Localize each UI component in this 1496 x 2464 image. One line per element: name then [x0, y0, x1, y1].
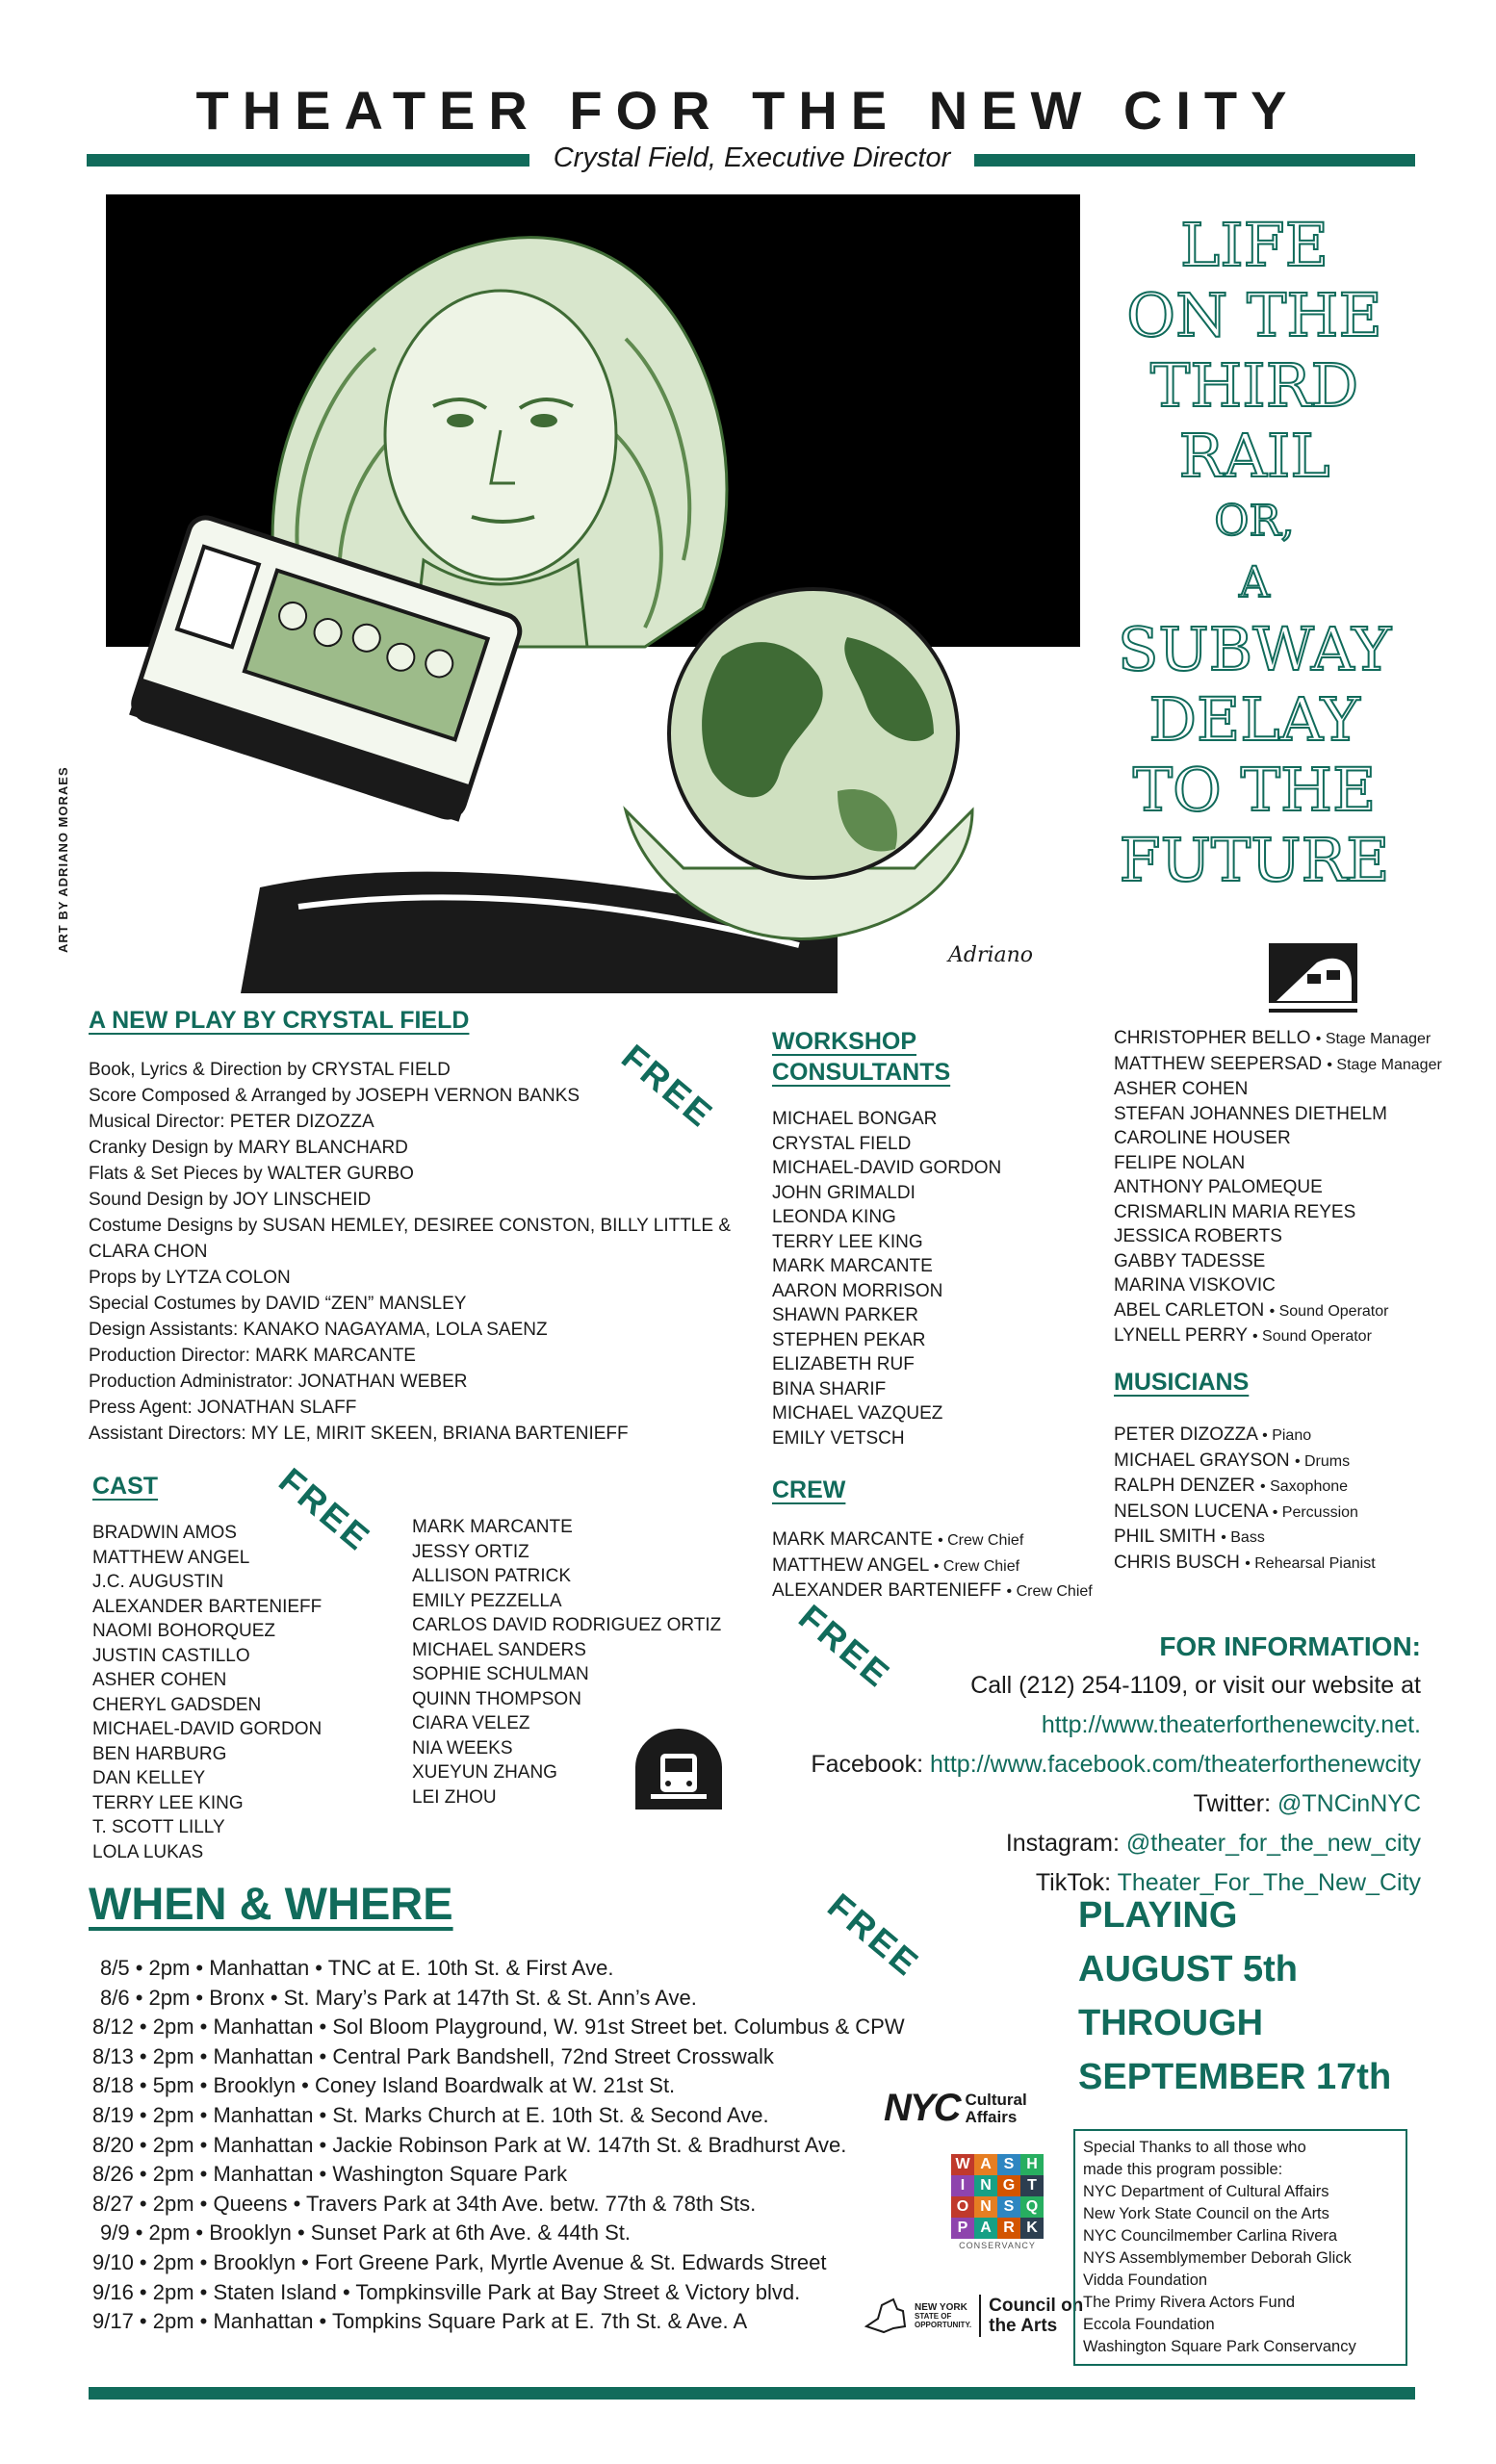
consultant: LEONDA KING — [772, 1207, 896, 1227]
wsp-letter: I — [951, 2175, 974, 2196]
cast-member: BEN HARBURG — [92, 1743, 227, 1764]
contact-info — [811, 1627, 1421, 1903]
nyc-cultural-affairs-logo — [884, 2087, 1027, 2130]
staff-name: CHRISTOPHER BELLO — [1114, 1028, 1311, 1048]
tiktok-link[interactable]: Theater_For_The_New_City — [1117, 1869, 1421, 1896]
musician — [1114, 1500, 1376, 1526]
staff-name: MARINA VISKOVIC — [1114, 1275, 1276, 1296]
thanks-line: Eccola Foundation — [1083, 2316, 1215, 2333]
wsp-letter-grid — [951, 2154, 1044, 2239]
credit-line: Design Assistants: KANAKO NAGAYAMA, LOLA SAENZ — [89, 1320, 548, 1340]
poster-artwork — [106, 194, 1080, 993]
special-thanks-box — [1073, 2129, 1407, 2366]
nyc-logo-text — [965, 2092, 1026, 2126]
schedule-row: 8/6 • 2pm • Bronx • St. Mary’s Park at 147th St. & St. Ann’s Ave. — [100, 1985, 697, 2010]
crew-member — [772, 1527, 1093, 1553]
musician — [1114, 1525, 1376, 1551]
musician-role: • Rehearsal Pianist — [1245, 1554, 1376, 1572]
musician-role: • Drums — [1294, 1452, 1351, 1470]
musician-name: NELSON LUCENA — [1114, 1501, 1268, 1522]
free-stamp: FREE — [614, 1037, 722, 1136]
musician-name: CHRIS BUSCH — [1114, 1552, 1240, 1573]
title-line: A — [1239, 558, 1270, 607]
bus-icon — [632, 1729, 726, 1810]
staff-name: CAROLINE HOUSER — [1114, 1128, 1291, 1148]
wsp-letter: O — [951, 2196, 974, 2218]
schedule-row: 9/10 • 2pm • Brooklyn • Fort Greene Park, Myrtle Avenue & St. Edwards Street — [92, 2249, 827, 2274]
nys-small-line: STATE OF — [915, 2311, 952, 2321]
schedule-row: 8/19 • 2pm • Manhattan • St. Marks Church at E. 10th St. & Second Ave. — [92, 2102, 769, 2127]
consultant: BINA SHARIF — [772, 1378, 887, 1399]
playing-line: THROUGH — [1078, 2003, 1264, 2043]
thanks-line: made this program possible: — [1083, 2161, 1283, 2178]
thanks-line: NYC Councilmember Carlina Rivera — [1083, 2227, 1338, 2245]
executive-director-line: Crystal Field, Executive Director — [553, 142, 951, 173]
instagram-link[interactable]: @theater_for_the_new_city — [1125, 1830, 1421, 1857]
credit-line: Production Director: MARK MARCANTE — [89, 1346, 416, 1366]
wsp-letter: W — [951, 2154, 974, 2175]
credit-line: Cranky Design by MARY BLANCHARD — [89, 1138, 408, 1158]
cast-member: ALEXANDER BARTENIEFF — [92, 1596, 322, 1617]
staff-member — [1114, 1151, 1442, 1176]
consultant: ELIZABETH RUF — [772, 1354, 915, 1374]
wsp-letter: G — [997, 2175, 1020, 2196]
footer-rule — [89, 2387, 1415, 2400]
cast-member: BRADWIN AMOS — [92, 1523, 237, 1543]
facebook-link[interactable]: http://www.facebook.com/theaterforthenewcity — [930, 1751, 1421, 1778]
play-title — [1088, 210, 1421, 895]
cast-member: LEI ZHOU — [412, 1786, 497, 1808]
cast-member: EMILY PEZZELLA — [412, 1590, 562, 1611]
free-stamp: FREE — [791, 1597, 899, 1696]
consultant: MARK MARCANTE — [772, 1256, 933, 1276]
musician — [1114, 1551, 1376, 1577]
credit-line: Musical Director: PETER DIZOZZA — [89, 1112, 374, 1132]
workshop-list — [772, 1107, 1001, 1450]
production-credits — [89, 1057, 731, 1447]
cast-member: T. SCOTT LILLY — [92, 1817, 225, 1837]
consultant: STEPHEN PEKAR — [772, 1329, 926, 1350]
cast-heading: CAST — [92, 1473, 159, 1500]
wsp-letter: S — [997, 2154, 1020, 2175]
staff-name: LYNELL PERRY — [1114, 1325, 1248, 1346]
staff-member — [1114, 1126, 1442, 1151]
thanks-line: NYC Department of Cultural Affairs — [1083, 2183, 1329, 2200]
credit-line: Assistant Directors: MY LE, MIRIT SKEEN, BRIANA BARTENIEFF — [89, 1424, 629, 1444]
title-line: THIRD — [1149, 350, 1359, 421]
staff-list — [1114, 1026, 1442, 1349]
credit-line: Props by LYTZA COLON — [89, 1268, 291, 1288]
facebook-line — [811, 1745, 1421, 1784]
title-line: DELAY — [1148, 684, 1360, 755]
staff-name: MATTHEW SEEPERSAD — [1114, 1053, 1323, 1074]
staff-member — [1114, 1323, 1442, 1349]
musician-role: • Bass — [1221, 1529, 1265, 1546]
nyc-logo-text-line: Cultural — [965, 2090, 1027, 2109]
nyc-logo-text-line: Affairs — [965, 2107, 1018, 2126]
staff-name: ASHER COHEN — [1114, 1079, 1249, 1099]
crew-name: MATTHEW ANGEL — [772, 1554, 929, 1576]
workshop-heading — [772, 1026, 950, 1088]
staff-name: FELIPE NOLAN — [1114, 1152, 1246, 1173]
twitter-link[interactable]: @TNCinNYC — [1277, 1790, 1421, 1817]
staff-name: GABBY TADESSE — [1114, 1250, 1266, 1271]
staff-member — [1114, 1224, 1442, 1249]
musician-name: MICHAEL GRAYSON — [1114, 1450, 1290, 1471]
wsp-letter: N — [974, 2196, 997, 2218]
crew-role: • Crew Chief — [1006, 1583, 1093, 1600]
crew-name: ALEXANDER BARTENIEFF — [772, 1580, 1002, 1601]
cast-member: SOPHIE SCHULMAN — [412, 1664, 589, 1684]
cast-member: J.C. AUGUSTIN — [92, 1572, 224, 1592]
artist-signature: Adriano — [948, 943, 1034, 967]
wsp-letter: A — [974, 2218, 997, 2239]
staff-member — [1114, 1052, 1442, 1078]
nyc-logo-mark: NYC — [884, 2087, 960, 2129]
performance-schedule — [92, 1954, 905, 2337]
schedule-row: 8/26 • 2pm • Manhattan • Washington Square Park — [92, 2162, 568, 2187]
crew-role: • Crew Chief — [933, 1557, 1020, 1575]
musician-name: PHIL SMITH — [1114, 1527, 1216, 1547]
twitter-label: Twitter: — [1193, 1790, 1272, 1817]
wsp-letter: R — [997, 2218, 1020, 2239]
wsp-letter: T — [1020, 2175, 1044, 2196]
cast-member: JESSY ORTIZ — [412, 1541, 529, 1562]
schedule-row: 8/5 • 2pm • Manhattan • TNC at E. 10th St. & First Ave. — [100, 1956, 614, 1980]
nys-divider — [979, 2295, 981, 2337]
title-line: ON THE — [1126, 280, 1382, 350]
musician — [1114, 1449, 1376, 1475]
cast-list-col1 — [92, 1521, 322, 1864]
consultant: MICHAEL VAZQUEZ — [772, 1403, 943, 1424]
title-line: LIFE — [1180, 210, 1328, 280]
free-stamp: FREE — [820, 1886, 928, 1985]
staff-name: ANTHONY PALOMEQUE — [1114, 1177, 1323, 1197]
musician — [1114, 1423, 1376, 1449]
nys-council-arts-logo — [864, 2295, 1083, 2337]
musician-role: • Saxophone — [1260, 1478, 1349, 1495]
credit-line: CLARA CHON — [89, 1242, 208, 1262]
crew-list — [772, 1527, 1093, 1604]
nys-small-text — [915, 2303, 971, 2329]
wsp-letter: N — [974, 2175, 997, 2196]
staff-name: STEFAN JOHANNES DIETHELM — [1114, 1103, 1387, 1124]
thanks-line: Washington Square Park Conservancy — [1083, 2338, 1356, 2355]
free-stamp: FREE — [271, 1460, 379, 1559]
cast-member: MATTHEW ANGEL — [92, 1547, 250, 1568]
staff-member — [1114, 1175, 1442, 1200]
nys-council-line: Council on — [989, 2296, 1084, 2316]
playing-line: AUGUST 5th — [1078, 1949, 1298, 1989]
website-link[interactable]: http://www.theaterforthenewcity.net. — [1041, 1711, 1421, 1738]
nys-council-line: the Arts — [989, 2316, 1058, 2336]
title-line: SUBWAY — [1117, 614, 1392, 684]
cast-member: CHERYL GADSDEN — [92, 1694, 262, 1715]
staff-role: • Stage Manager — [1315, 1031, 1432, 1047]
nys-small-line: NEW YORK — [915, 2301, 967, 2313]
when-where-heading: WHEN & WHERE — [89, 1878, 453, 1929]
thanks-line: NYS Assemblymember Deborah Glick — [1083, 2249, 1352, 2267]
title-line: RAIL — [1178, 421, 1330, 491]
twitter-line — [811, 1784, 1421, 1824]
playing-line: SEPTEMBER 17th — [1078, 2057, 1392, 2097]
staff-member — [1114, 1200, 1442, 1225]
cast-member: MICHAEL SANDERS — [412, 1639, 586, 1660]
crew-member — [772, 1553, 1093, 1579]
staff-member — [1114, 1026, 1442, 1052]
credit-line: Press Agent: JONATHAN SLAFF — [89, 1398, 357, 1418]
workshop-heading-line: CONSULTANTS — [772, 1059, 951, 1086]
wsp-letter: Q — [1020, 2196, 1044, 2218]
musician-role: • Piano — [1262, 1427, 1312, 1444]
schedule-row: 9/9 • 2pm • Brooklyn • Sunset Park at 6th Ave. & 44th St. — [100, 2220, 631, 2246]
title-line: OR, — [1214, 497, 1295, 546]
wsp-letter: A — [974, 2154, 997, 2175]
consultant: AARON MORRISON — [772, 1280, 943, 1301]
wsp-letter: P — [951, 2218, 974, 2239]
credit-line: Production Administrator: JONATHAN WEBER — [89, 1372, 468, 1392]
thanks-line: Vidda Foundation — [1083, 2272, 1208, 2289]
schedule-row: 8/12 • 2pm • Manhattan • Sol Bloom Playground, W. 91st Street bet. Columbus & CPW — [92, 2015, 905, 2040]
staff-name: CRISMARLIN MARIA REYES — [1114, 1201, 1356, 1222]
musician-name: PETER DIZOZZA — [1114, 1424, 1257, 1445]
playing-dates — [1078, 1888, 1391, 2104]
schedule-row: 8/13 • 2pm • Manhattan • Central Park Bandshell, 72nd Street Crosswalk — [92, 2043, 774, 2068]
cast-member: MICHAEL-DAVID GORDON — [92, 1719, 322, 1739]
title-line: TO THE — [1132, 755, 1377, 825]
cast-member: ASHER COHEN — [92, 1670, 227, 1690]
crew-role: • Crew Chief — [938, 1532, 1024, 1549]
playing-line: PLAYING — [1078, 1895, 1238, 1936]
wsp-subtitle: CONSERVANCY — [959, 2241, 1036, 2250]
cast-member: NAOMI BOHORQUEZ — [92, 1621, 276, 1641]
consultant: MICHAEL BONGAR — [772, 1109, 938, 1129]
staff-member — [1114, 1298, 1442, 1324]
musician-role: • Percussion — [1272, 1503, 1358, 1521]
workshop-heading-line: WORKSHOP — [772, 1028, 916, 1055]
schedule-row: 8/18 • 5pm • Brooklyn • Coney Island Boardwalk at W. 21st St. — [92, 2073, 676, 2098]
staff-member — [1114, 1102, 1442, 1127]
nys-council-text — [989, 2296, 1083, 2336]
cast-member: DAN KELLEY — [92, 1768, 206, 1788]
staff-member — [1114, 1077, 1442, 1102]
thanks-line: Special Thanks to all those who — [1083, 2139, 1306, 2156]
instagram-label: Instagram: — [1005, 1830, 1120, 1857]
credit-line: Score Composed & Arranged by JOSEPH VERNON BANKS — [89, 1086, 580, 1106]
header-rule-right — [974, 154, 1415, 167]
crew-name: MARK MARCANTE — [772, 1529, 933, 1550]
info-heading: FOR INFORMATION: — [1159, 1631, 1421, 1661]
schedule-row: 8/27 • 2pm • Queens • Travers Park at 34th Ave. betw. 77th & 78th Sts. — [92, 2191, 757, 2216]
consultant: JOHN GRIMALDI — [772, 1182, 916, 1203]
consultant: EMILY VETSCH — [772, 1427, 905, 1449]
credit-line: Costume Designs by SUSAN HEMLEY, DESIREE CONSTON, BILLY LITTLE & — [89, 1216, 731, 1236]
crew-member — [772, 1578, 1093, 1604]
theater-title: THEATER FOR THE NEW CITY — [195, 80, 1301, 141]
schedule-row: 9/17 • 2pm • Manhattan • Tompkins Square Park at E. 7th St. & Ave. A — [92, 2309, 748, 2334]
schedule-row: 9/16 • 2pm • Staten Island • Tompkinsville Park at Bay Street & Victory blvd. — [92, 2279, 801, 2304]
cast-member: CARLOS DAVID RODRIGUEZ ORTIZ — [412, 1615, 722, 1635]
staff-role: • Sound Operator — [1252, 1328, 1372, 1345]
cast-member: TERRY LEE KING — [92, 1792, 244, 1813]
credit-line: Book, Lyrics & Direction by CRYSTAL FIELD — [89, 1060, 451, 1080]
tiktok-label: TikTok: — [1035, 1869, 1112, 1896]
facebook-label: Facebook: — [811, 1751, 924, 1778]
musician-name: RALPH DENZER — [1114, 1476, 1255, 1496]
cast-member: QUINN THOMPSON — [412, 1688, 581, 1709]
title-line: FUTURE — [1119, 825, 1390, 895]
nys-map-icon — [864, 2297, 907, 2334]
credit-line: Special Costumes by DAVID “ZEN” MANSLEY — [89, 1294, 467, 1314]
thanks-line: New York State Council on the Arts — [1083, 2205, 1329, 2222]
train-icon — [1269, 943, 1357, 1013]
staff-member — [1114, 1249, 1442, 1274]
consultant: MICHAEL-DAVID GORDON — [772, 1158, 1002, 1178]
thanks-line: The Primy Rivera Actors Fund — [1083, 2294, 1296, 2311]
instagram-line — [811, 1824, 1421, 1863]
nys-small-line: OPPORTUNITY. — [915, 2320, 972, 2329]
staff-name: ABEL CARLETON — [1114, 1299, 1265, 1321]
musicians-heading: MUSICIANS — [1114, 1369, 1250, 1396]
musician — [1114, 1474, 1376, 1500]
new-play-heading: A NEW PLAY BY CRYSTAL FIELD — [89, 1007, 470, 1034]
musicians-list — [1114, 1423, 1376, 1576]
crew-heading: CREW — [772, 1476, 846, 1503]
credit-line: Flats & Set Pieces by WALTER GURBO — [89, 1164, 414, 1184]
schedule-row: 8/20 • 2pm • Manhattan • Jackie Robinson Park at W. 147th St. & Bradhurst Ave. — [92, 2132, 847, 2157]
wsp-letter: K — [1020, 2218, 1044, 2239]
consultant: SHAWN PARKER — [772, 1305, 919, 1325]
cast-member: CIARA VELEZ — [412, 1713, 530, 1733]
wsp-letter: S — [997, 2196, 1020, 2218]
washington-square-park-logo — [951, 2154, 1044, 2250]
cast-member: JUSTIN CASTILLO — [92, 1645, 250, 1666]
cast-member: ALLISON PATRICK — [412, 1566, 572, 1586]
cast-member: NIA WEEKS — [412, 1737, 513, 1758]
cast-member: LOLA LUKAS — [92, 1841, 204, 1862]
consultant: TERRY LEE KING — [772, 1231, 923, 1252]
cast-member: MARK MARCANTE — [412, 1517, 573, 1537]
phone-line: Call (212) 254-1109, or visit our website at — [970, 1672, 1421, 1699]
header-rule-left — [87, 154, 529, 167]
staff-name: JESSICA ROBERTS — [1114, 1226, 1282, 1246]
cast-member: XUEYUN ZHANG — [412, 1762, 557, 1783]
staff-role: • Stage Manager — [1327, 1056, 1442, 1073]
artwork-illustration — [106, 194, 1080, 993]
wsp-letter: H — [1020, 2154, 1044, 2175]
staff-role: • Sound Operator — [1269, 1302, 1389, 1320]
credit-line: Sound Design by JOY LINSCHEID — [89, 1190, 372, 1210]
art-credit: ART BY ADRIANO MORAES — [56, 766, 70, 953]
staff-member — [1114, 1273, 1442, 1298]
consultant: CRYSTAL FIELD — [772, 1133, 912, 1154]
